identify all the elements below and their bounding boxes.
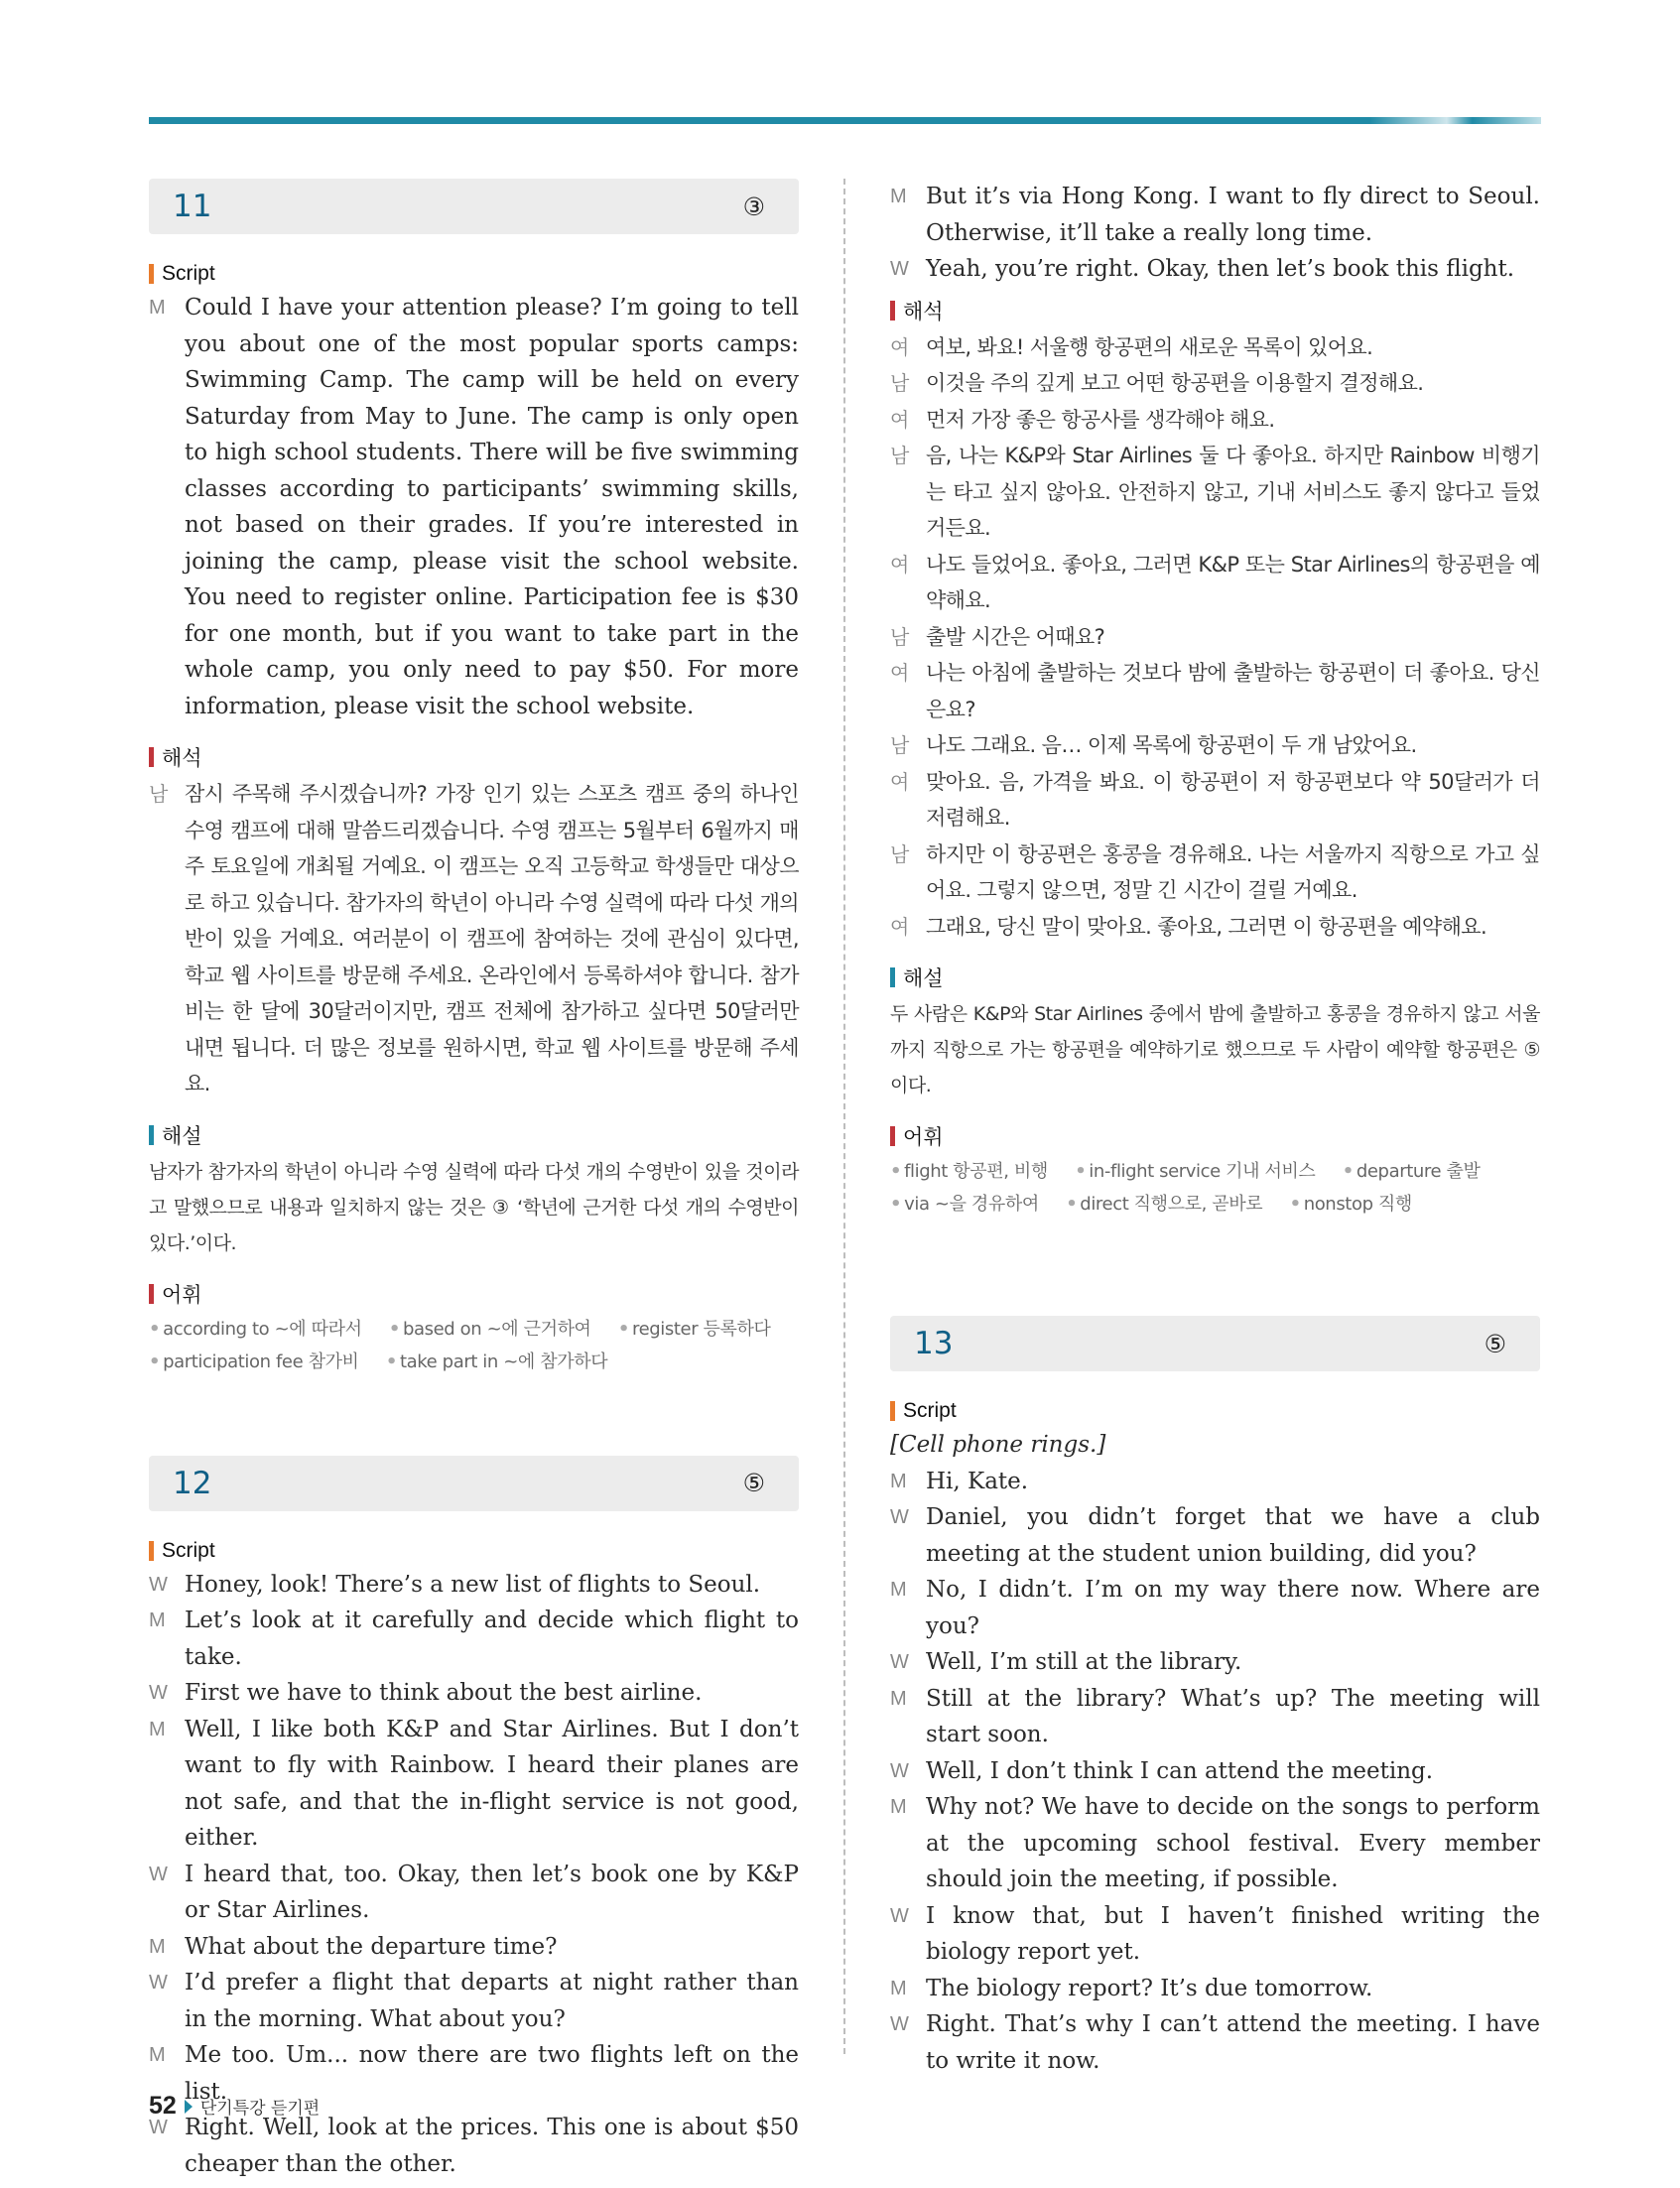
answer-mark: ⑤: [742, 1469, 765, 1497]
section-marker: [149, 1125, 154, 1145]
utterance: 음, 나는 K&P와 Star Airlines 둘 다 좋아요. 하지만 Rainbow 비행기는 타고 싶지 않아요. 안전하지 않고, 기내 서비스도 좋지 않다고 들었거든요.: [926, 444, 1540, 540]
dialogue-line: [890, 727, 1540, 764]
answer-mark: ③: [742, 192, 765, 221]
speaker: W: [890, 1759, 909, 1782]
section-marker: [149, 1541, 154, 1561]
question-12-header: [149, 1456, 799, 1511]
column-divider: [843, 179, 845, 2054]
vocab-item: • participation fee 참가비: [149, 1351, 359, 1372]
dialogue-line: [890, 1572, 1540, 1644]
utterance: Well, I’m still at the library.: [926, 1649, 1242, 1675]
speaker: M: [149, 1935, 166, 1958]
section-vocabulary: 어휘: [890, 1121, 1540, 1151]
section-marker: [890, 1126, 895, 1146]
utterance: 하지만 이 항공편은 홍콩을 경유해요. 나는 서울까지 직항으로 가고 싶어요. 그렇지 않으면, 정말 긴 시간이 걸릴 거예요.: [926, 841, 1540, 902]
speaker: M: [149, 297, 166, 319]
dialogue-line: [890, 402, 1540, 439]
q12-script-continued: [890, 179, 1540, 288]
vocab-item: • based on ~에 근거하여: [388, 1318, 591, 1340]
utterance: I heard that, too. Okay, then let’s book one by K&P or Star Airlines.: [185, 1861, 799, 1923]
vocab-row: [890, 1188, 1540, 1221]
utterance: 그래요, 당신 말이 맞아요. 좋아요, 그러면 이 항공편을 예약해요.: [926, 914, 1487, 939]
utterance: Honey, look! There’s a new list of flights to Seoul.: [185, 1571, 761, 1598]
q12-script: [149, 1567, 799, 2183]
utterance: 먼저 가장 좋은 항공사를 생각해야 해요.: [926, 407, 1275, 432]
utterance: Right. Well, look at the prices. This one is about $50 cheaper than the other.: [185, 2115, 799, 2177]
q11-vocabulary: [149, 1313, 799, 1378]
speaker: W: [149, 2117, 168, 2138]
speaker: W: [890, 258, 909, 280]
vocab-item: • register 등록하다: [617, 1318, 771, 1340]
utterance: 나는 아침에 출발하는 것보다 밤에 출발하는 항공편이 더 좋아요. 당신은요?: [926, 661, 1540, 721]
section-vocabulary: 어휘: [149, 1279, 799, 1309]
vocab-row: [149, 1346, 799, 1378]
speaker: M: [149, 1609, 166, 1631]
utterance: Still at the library? What’s up? The meeting will start soon.: [926, 1685, 1540, 1747]
dialogue-line: [890, 547, 1540, 619]
q11-explanation: 남자가 참가자의 학년이 아니라 수영 실력에 따라 다섯 개의 수영반이 있을 것이라고 말했으므로 내용과 일치하지 않는 것은 ③ ‘학년에 근거한 다섯 개의 수영반이 있다.’이다.: [149, 1160, 799, 1254]
question-13-header: [890, 1316, 1540, 1371]
utterance: Let’s look at it carefully and decide which flight to take.: [185, 1608, 799, 1670]
stage-direction: [Cell phone rings.]: [890, 1432, 1106, 1458]
vocab-item: • take part in ~에 참가하다: [385, 1351, 608, 1372]
utterance: But it’s via Hong Kong. I want to fly direct to Seoul. Otherwise, it’ll take a really long time.: [926, 184, 1540, 246]
question-number: 12: [173, 1465, 212, 1501]
speaker: 여: [890, 334, 910, 359]
speaker: 남: [149, 782, 169, 806]
utterance: I’d prefer a flight that departs at night rather than in the morning. What about you?: [185, 1970, 799, 2032]
utterance: Well, I don’t think I can attend the meeting.: [926, 1757, 1434, 1784]
dialogue-line: [890, 1753, 1540, 1790]
page-number: 52: [149, 2092, 177, 2120]
dialogue-line: [149, 1857, 799, 1929]
section-script: Script: [149, 1539, 799, 1563]
dialogue-line: [149, 1929, 799, 1966]
section-marker: [890, 301, 895, 321]
speaker: W: [149, 1863, 168, 1885]
utterance: Daniel, you didn’t forget that we have a club meeting at the student union building, did you?: [926, 1504, 1540, 1567]
speaker: W: [149, 1682, 168, 1704]
section-marker: [149, 1284, 154, 1304]
q13-script: [890, 1427, 1540, 2079]
dialogue-line: [890, 1464, 1540, 1500]
vocab-item: • in-flight service 기내 서비스: [1075, 1161, 1316, 1182]
speaker: M: [149, 2044, 166, 2066]
triangle-icon: [185, 2100, 193, 2114]
utterance: 나도 들었어요. 좋아요, 그러면 K&P 또는 Star Airlines의 항공편을 예약해요.: [926, 552, 1540, 612]
section-explanation: 해설: [890, 963, 1540, 992]
dialogue-line: [149, 1567, 799, 1604]
speaker: W: [149, 1972, 168, 1994]
vocab-item: • via ~을 경유하여: [890, 1194, 1039, 1215]
book-title: 단기특강 듣기편: [199, 2099, 321, 2119]
dialogue-line: [890, 1499, 1540, 1572]
vocab-item: • direct 직행으로, 곧바로: [1066, 1194, 1263, 1215]
utterance: The biology report? It’s due tomorrow.: [926, 1975, 1373, 2001]
page-footer: [149, 2092, 320, 2121]
dialogue-line: [149, 1712, 799, 1857]
header-rule-accent: [1369, 117, 1541, 124]
section-marker: [149, 747, 154, 767]
section-translation: 해석: [890, 296, 1540, 325]
utterance: 나도 그래요. 음… 이제 목록에 항공편이 두 개 남았어요.: [926, 733, 1417, 757]
vocab-item: • nonstop 직행: [1289, 1194, 1412, 1215]
section-script: Script: [890, 1399, 1540, 1423]
dialogue-line: [890, 764, 1540, 837]
vocab-item: • flight 항공편, 비행: [890, 1161, 1048, 1182]
utterance: Why not? We have to decide on the songs to perform at the upcoming school festival. Every member should join the meeting, if possible.: [926, 1794, 1540, 1892]
utterance: 출발 시간은 어때요?: [926, 624, 1105, 649]
utterance: No, I didn’t. I’m on my way there now. Where are you?: [926, 1577, 1540, 1639]
utterance: Could I have your attention please? I’m going to tell you about one of the most popular sports camps: Swimming Camp. The camp will be held on every Saturday from May to June. The camp is only open to high school students. There will be five swimming classes according to participants’ swimming skills, not based on their grades. If you’re interested in joining the camp, please visit the school website. You need to register online. Participation fee is $30 for one month, but if you want to take part in the whole camp, you only need to pay $50. For more information, please visit the school website.: [185, 295, 799, 719]
utterance: 이것을 주의 깊게 보고 어떤 항공편을 이용할지 결정해요.: [926, 371, 1424, 395]
section-translation: 해석: [149, 742, 799, 772]
vocab-row: [890, 1155, 1540, 1188]
speaker: W: [890, 2013, 909, 2035]
dialogue-line: [890, 655, 1540, 727]
utterance: 여보, 봐요! 서울행 항공편의 새로운 목록이 있어요.: [926, 334, 1373, 359]
speaker: 남: [890, 841, 910, 866]
section-explanation: 해설: [149, 1120, 799, 1150]
dialogue-line: [890, 251, 1540, 288]
dialogue-line: [890, 329, 1540, 366]
speaker: 남: [890, 624, 910, 649]
question-number: 13: [914, 1326, 954, 1361]
dialogue-line: [890, 1898, 1540, 1971]
left-column: [149, 179, 799, 2182]
utterance: 맞아요. 음, 가격을 봐요. 이 항공편이 저 항공편보다 약 50달러가 더 저렴해요.: [926, 769, 1540, 830]
dialogue-line: [890, 1644, 1540, 1681]
dialogue-line: [890, 438, 1540, 547]
speaker: W: [890, 1904, 909, 1927]
speaker: 여: [890, 552, 910, 577]
dialogue-line: [890, 909, 1540, 946]
speaker: M: [890, 186, 907, 207]
dialogue-line: [890, 179, 1540, 251]
dialogue-line: [890, 619, 1540, 656]
dialogue-line: [149, 1965, 799, 2037]
speaker: W: [890, 1651, 909, 1673]
utterance: Right. That’s why I can’t attend the meeting. I have to write it now.: [926, 2011, 1540, 2074]
dialogue-line: [149, 1675, 799, 1712]
right-column: [890, 179, 1540, 2079]
vocab-row: [149, 1313, 799, 1346]
dialogue-line: [890, 1681, 1540, 1753]
speaker: W: [149, 1573, 168, 1596]
question-11-header: [149, 179, 799, 234]
speaker: 여: [890, 661, 910, 685]
header-rule: [149, 117, 1541, 124]
utterance: Me too. Um... now there are two flights left on the list.: [185, 2042, 799, 2105]
speaker: M: [890, 1687, 907, 1710]
speaker: M: [890, 1977, 907, 1999]
utterance: Hi, Kate.: [926, 1468, 1029, 1494]
speaker: M: [890, 1470, 907, 1492]
speaker: 여: [890, 769, 910, 794]
dialogue-line: [149, 776, 799, 1102]
q11-translation: [149, 776, 799, 1102]
section-marker: [890, 1401, 895, 1421]
answer-mark: ⑤: [1484, 1329, 1506, 1358]
vocab-item: • according to ~에 따라서: [149, 1318, 362, 1340]
section-marker: [890, 967, 895, 987]
utterance: First we have to think about the best airline.: [185, 1680, 703, 1706]
utterance: Well, I like both K&P and Star Airlines. But I don’t want to fly with Rainbow. I heard their planes are not safe, and that the in-flight service is not good, either.: [185, 1716, 799, 1851]
utterance: 잠시 주목해 주시겠습니까? 가장 인기 있는 스포츠 캠프 중의 하나인 수영 캠프에 대해 말씀드리겠습니다. 수영 캠프는 5월부터 6월까지 매주 토요일에 개최될 거예요. 이 캠프는 오직 고등학교 학생들만 대상으로 하고 있습니다. 참가자의 학년이 아니라 수영 실력에 따라 다섯 개의 반이 있을 거예요. 여러분이 이 캠프에 참여하는 것에 관심이 있다면, 학교 웹 사이트를 방문해 주세요. 온라인에서 등록하셔야 합니다. 참가비는 한 달에 30달러이지만, 캠프 전체에 참가하고 싶다면 50달러만 내면 됩니다. 더 많은 정보를 원하시면, 학교 웹 사이트를 방문해 주세요.: [185, 782, 799, 1095]
speaker: M: [890, 1579, 907, 1601]
dialogue-line: [890, 365, 1540, 402]
speaker: M: [149, 1718, 166, 1740]
speaker: 여: [890, 914, 910, 939]
speaker: 여: [890, 407, 910, 432]
speaker: M: [890, 1796, 907, 1818]
section-marker: [149, 264, 154, 284]
utterance: I know that, but I haven’t finished writing the biology report yet.: [926, 1902, 1540, 1965]
speaker: 남: [890, 733, 910, 757]
q12-vocabulary: [890, 1155, 1540, 1221]
q12-translation: [890, 329, 1540, 946]
dialogue-line: [890, 1789, 1540, 1898]
dialogue-line: [149, 290, 799, 724]
utterance: Yeah, you’re right. Okay, then let’s book this flight.: [926, 256, 1515, 282]
q12-explanation: 두 사람은 K&P와 Star Airlines 중에서 밤에 출발하고 홍콩을 경유하지 않고 서울까지 직항으로 가는 항공편을 예약하기로 했으므로 두 사람이 예약할 항공편은 ⑤이다.: [890, 1003, 1540, 1096]
dialogue-line: [149, 1603, 799, 1675]
speaker: W: [890, 1506, 909, 1528]
dialogue-line: [890, 2006, 1540, 2079]
dialogue-line: [890, 1971, 1540, 2007]
utterance: What about the departure time?: [185, 1933, 558, 1960]
vocab-item: • departure 출발: [1342, 1161, 1481, 1182]
dialogue-line: [890, 837, 1540, 909]
q11-script: [149, 290, 799, 724]
section-script: Script: [149, 262, 799, 286]
speaker: 남: [890, 444, 910, 467]
question-number: 11: [173, 189, 212, 224]
speaker: 남: [890, 371, 910, 395]
